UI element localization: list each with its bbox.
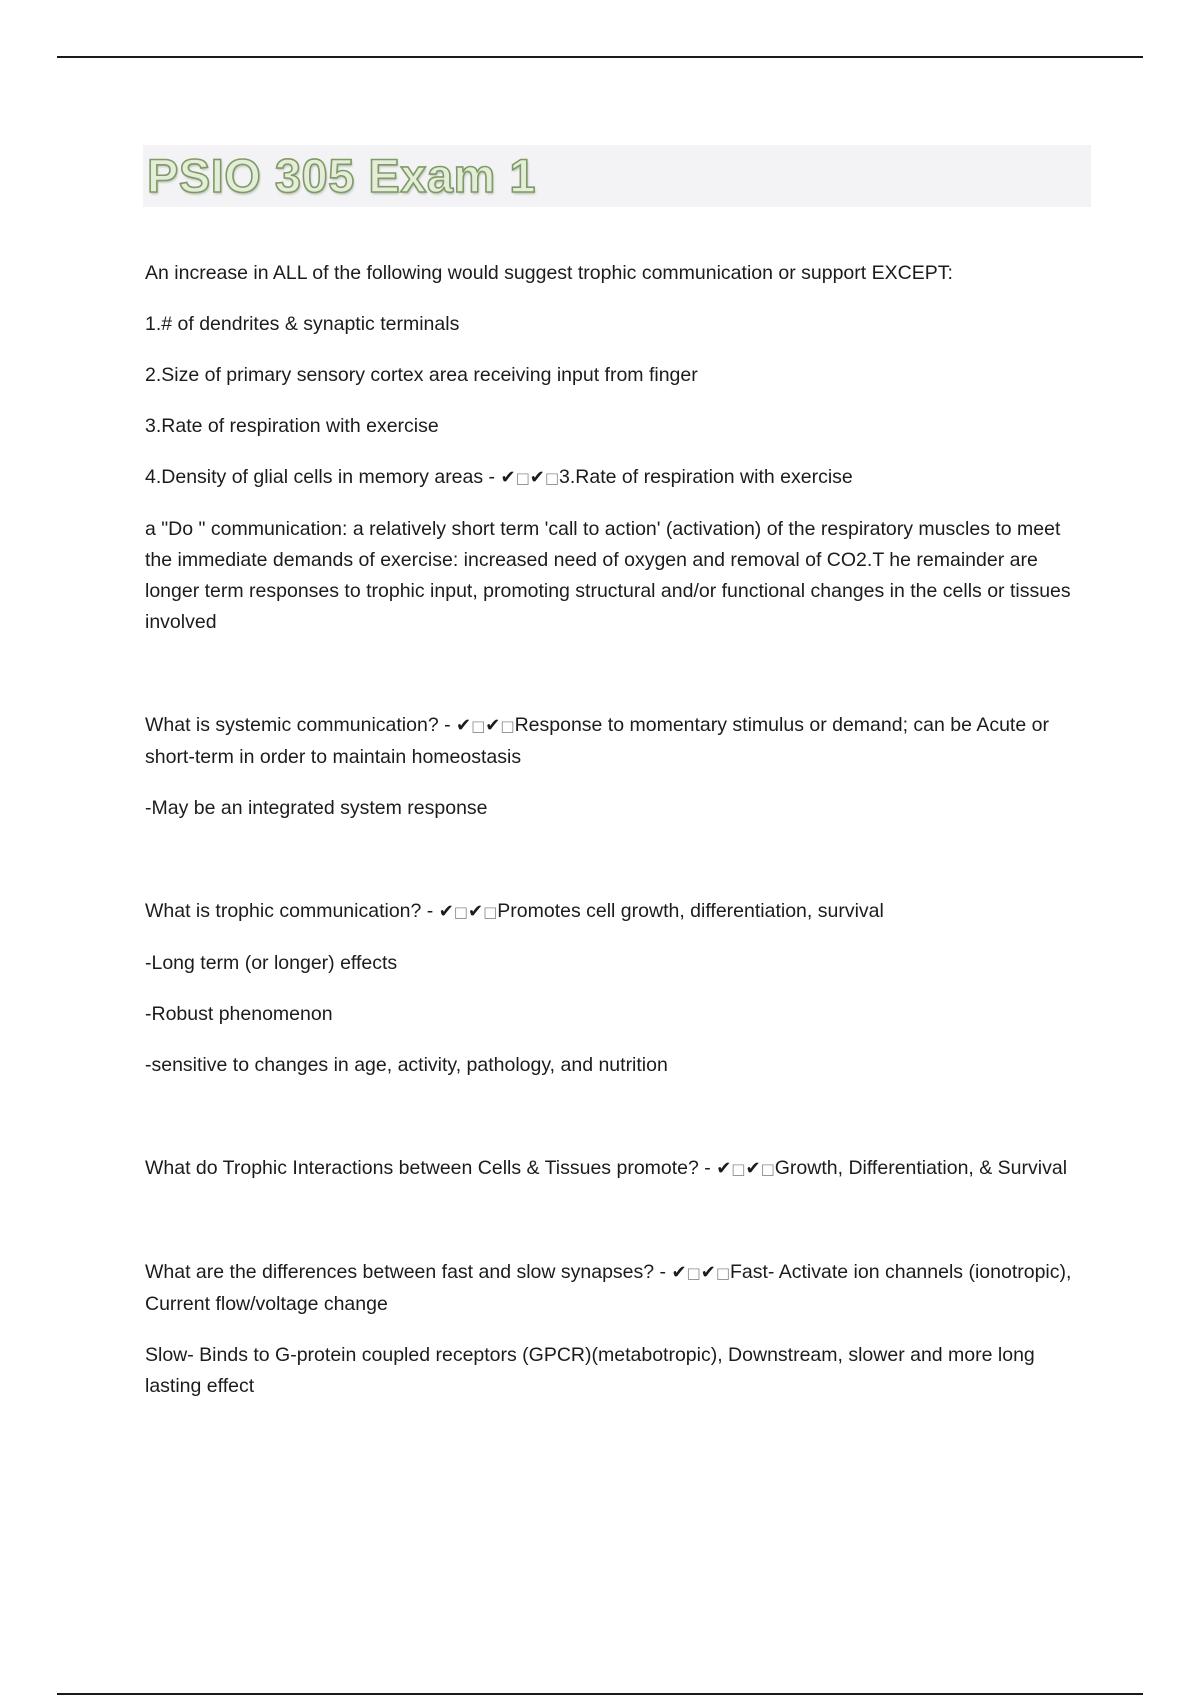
question-text: What do Trophic Interactions between Cells & Tissues promote? - xyxy=(145,1157,711,1179)
option-item: 1.# of dendrites & synaptic terminals xyxy=(145,313,460,335)
box-icon: □ xyxy=(715,1264,730,1282)
question-answer-line xyxy=(145,1257,1085,1320)
option-item: 4.Density of glial cells in memory areas - xyxy=(145,466,496,488)
check-mark-icon: ✔ xyxy=(716,1158,732,1179)
box-icon: □ xyxy=(731,1160,746,1178)
document-body xyxy=(145,258,1085,1422)
box-icon: □ xyxy=(515,469,530,487)
footer-rule xyxy=(57,1693,1143,1695)
answer-text: 3.Rate of respiration with exercise xyxy=(559,466,853,488)
answer-text: Growth, Differentiation, & Survival xyxy=(774,1157,1068,1179)
note-text: -Robust phenomenon xyxy=(145,1003,333,1025)
option-item: 2.Size of primary sensory cortex area receiving input from finger xyxy=(145,364,698,386)
question-text: What are the differences between fast and slow synapses? - xyxy=(145,1261,667,1283)
check-mark-icon: ✔ xyxy=(700,1262,716,1283)
box-icon: □ xyxy=(471,717,486,735)
box-icon: □ xyxy=(483,903,498,921)
option-item: 3.Rate of respiration with exercise xyxy=(145,415,439,437)
question-text: An increase in ALL of the following would suggest trophic communication or support EXCEPT: xyxy=(145,262,953,284)
check-mark-icon: ✔ xyxy=(671,1262,687,1283)
note-text: -Long term (or longer) effects xyxy=(145,952,398,974)
box-icon: □ xyxy=(544,469,560,487)
check-mark-icon: ✔ xyxy=(485,715,501,736)
box-icon: □ xyxy=(500,717,515,735)
question-answer-line xyxy=(145,896,1085,928)
title-banner xyxy=(143,145,1091,207)
box-icon: □ xyxy=(760,1160,775,1178)
box-icon: □ xyxy=(686,1264,701,1282)
document-title: PSIO 305 Exam 1 xyxy=(147,149,536,202)
question-answer-line xyxy=(145,462,1085,494)
check-mark-icon: ✔ xyxy=(500,467,516,488)
check-mark-icon: ✔ xyxy=(456,715,472,736)
note-text: -May be an integrated system response xyxy=(145,797,488,819)
check-mark-icon: ✔ xyxy=(745,1158,761,1179)
check-mark-icon: ✔ xyxy=(529,467,545,488)
note-text: Slow- Binds to G-protein coupled receptors (GPCR)(metabotropic), Downstream, slower and more long lasting effect xyxy=(145,1344,1035,1397)
question-text: What is systemic communication? - xyxy=(145,714,451,736)
answer-text: Promotes cell growth, differentiation, survival xyxy=(497,900,884,922)
question-answer-line xyxy=(145,710,1085,773)
header-rule xyxy=(57,56,1143,58)
check-mark-icon: ✔ xyxy=(438,901,454,922)
answer-text: Response to momentary stimulus or demand; can be Acute or short-term in order to maintain homeostasis xyxy=(145,714,1049,768)
box-icon: □ xyxy=(453,903,468,921)
question-answer-line xyxy=(145,1153,1085,1185)
question-text: What is trophic communication? - xyxy=(145,900,434,922)
answer-text: Fast- Activate ion channels (ionotropic), Current flow/voltage change xyxy=(145,1261,1072,1315)
note-text: -sensitive to changes in age, activity, pathology, and nutrition xyxy=(145,1054,668,1076)
check-mark-icon: ✔ xyxy=(467,901,484,922)
explanation-text: a "Do " communication: a relatively short term 'call to action' (activation) of the respiratory muscles to meet the immediate demands of exercise: increased need of oxygen and removal of CO2.T he remainder are longer term responses to trophic input, promoting structural and/or functional changes in the cells or tissues involved xyxy=(145,518,1071,633)
